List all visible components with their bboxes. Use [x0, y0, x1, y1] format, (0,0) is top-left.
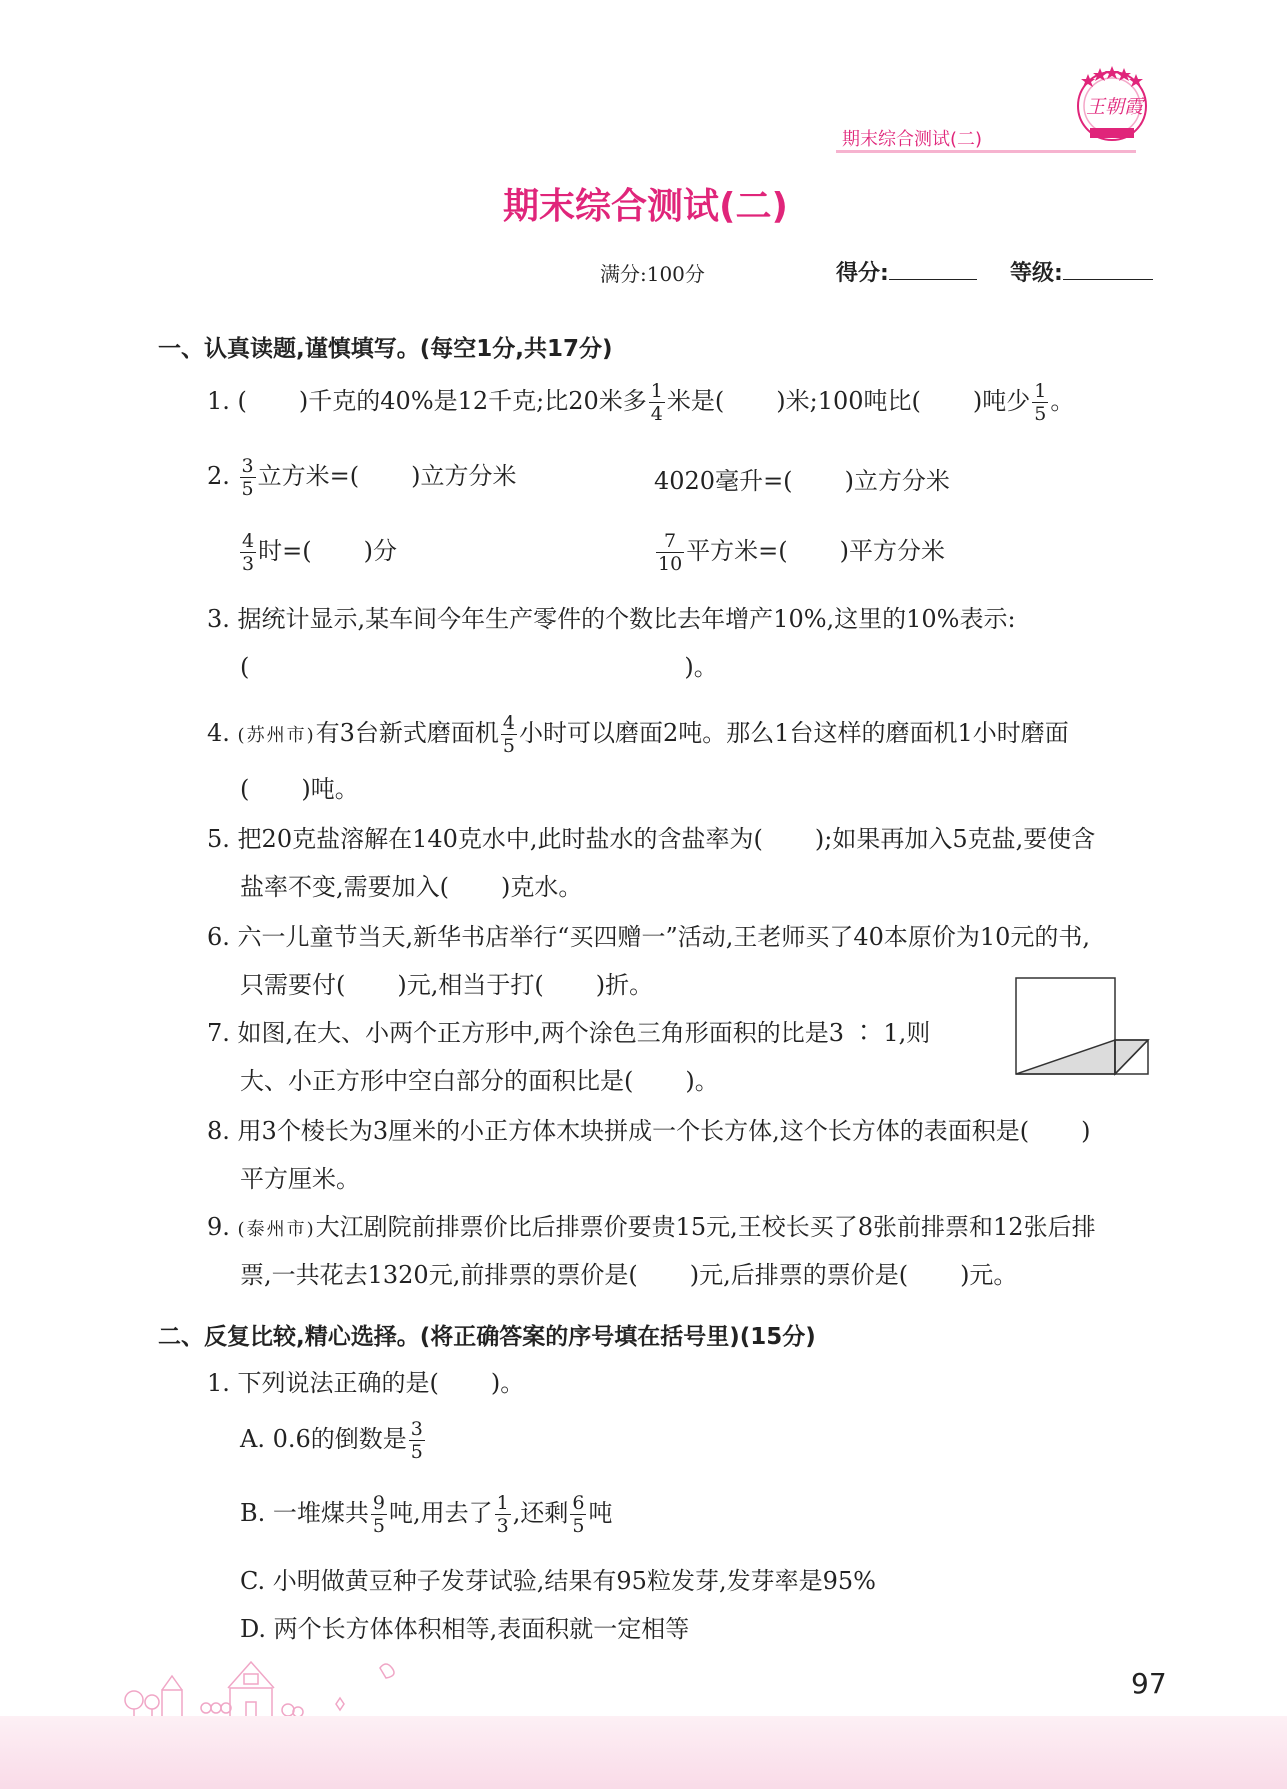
fraction: $\frac{3}{5}$: [241, 455, 254, 500]
question-1-2b: 4020毫升=( )立方分米: [654, 467, 950, 495]
question-1-7: 7. 如图,在大、小两个正方形中,两个涂色三角形面积的比是3 ∶ 1,则: [207, 1019, 931, 1047]
fraction: $\frac{3}{5}$: [410, 1418, 423, 1463]
question-1-2c: $\frac{4}{3}$ 时=( )分: [242, 530, 397, 575]
footer-decoration: [118, 1650, 418, 1724]
score-label: 得分:: [836, 261, 889, 286]
question-1-8: 8. 用3个棱长为3厘米的小正方体木块拼成一个长方体,这个长方体的表面积是( ): [207, 1117, 1091, 1145]
question-1-6-line2: 只需要付( )元,相当于打( )折。: [240, 971, 654, 999]
question-1-9-line2: 票,一共花去1320元,前排票的票价是( )元,后排票的票价是( )元。: [240, 1261, 1018, 1289]
running-title-underline: [836, 150, 1136, 153]
question-1-4-answer: ( )吨。: [240, 775, 359, 803]
section1-heading: 一、认真读题,谨慎填写。(每空1分,共17分): [158, 336, 613, 362]
question-1-9: 9. (泰州市)大江剧院前排票价比后排票价要贵15元,王校长买了8张前排票和12张后排: [207, 1213, 1096, 1241]
page-title: 期末综合测试(二): [503, 186, 788, 227]
fraction: $\frac{9}{5}$: [372, 1492, 385, 1537]
question-1-5: 5. 把20克盐溶解在140克水中,此时盐水的含盐率为( );如果再加入5克盐,要使含: [207, 825, 1096, 853]
section2-heading: 二、反复比较,精心选择。(将正确答案的序号填在括号里)(15分): [158, 1324, 816, 1350]
question-1-2d: $\frac{7}{10}$ 平方米=( )平方分米: [658, 530, 946, 575]
question-1-8-line2: 平方厘米。: [240, 1165, 360, 1193]
score-field: [836, 256, 977, 287]
grade-label: 等级:: [1010, 261, 1063, 286]
fraction: $\frac{4}{3}$: [242, 530, 255, 575]
fraction: $\frac{6}{5}$: [572, 1492, 585, 1537]
fraction: $\frac{1}{5}$: [1034, 380, 1047, 425]
question-1-3-answer: ( )。: [240, 653, 718, 681]
question-1-2a: 2. $\frac{3}{5}$ 立方米=( )立方分米: [207, 455, 517, 500]
page-number: 97: [1131, 1667, 1167, 1700]
question-1-4: 4. (苏州市)有3台新式磨面机 $\frac{4}{5}$ 小时可以磨面2吨。那么1台这样的磨面机1小时磨面: [207, 712, 1069, 757]
question-1-1: 1. ( )千克的40%是12千克;比20米多 $\frac{1}{4}$ 米是( )米;100吨比( )吨少 $\frac{1}{5}$ 。: [207, 380, 1075, 425]
fraction: $\frac{7}{10}$: [658, 530, 683, 575]
option-c: C. 小明做黄豆种子发芽试验,结果有95粒发芽,发芽率是95%: [240, 1567, 876, 1595]
full-score: 满分:100分: [600, 262, 705, 286]
fraction: $\frac{1}{4}$: [650, 380, 663, 425]
running-title: 期末综合测试(二): [842, 129, 983, 150]
option-b: B. 一堆煤共 $\frac{9}{5}$ 吨,用去了 $\frac{1}{3}$ ,还剩 $\frac{6}{5}$ 吨: [240, 1492, 613, 1537]
option-d: D. 两个长方体体积相等,表面积就一定相等: [240, 1615, 690, 1643]
squares-figure: [1014, 976, 1150, 1080]
question-1-3: 3. 据统计显示,某车间今年生产零件的个数比去年增产10%,这里的10%表示:: [207, 605, 1016, 633]
house-doodle-icon: [118, 1650, 418, 1720]
grade-blank: [1063, 257, 1153, 280]
top-right-logo: [1072, 62, 1152, 146]
squares-diagram-icon: [1014, 976, 1150, 1076]
fraction: $\frac{1}{3}$: [496, 1492, 509, 1537]
logo-text: 王朝霞: [1086, 96, 1144, 118]
question-1-7-line2: 大、小正方形中空白部分的面积比是( )。: [240, 1067, 719, 1095]
question-1-6: 6. 六一儿童节当天,新华书店举行“买四赠一”活动,王老师买了40本原价为10元的书,: [207, 923, 1091, 951]
fraction: $\frac{4}{5}$: [502, 712, 515, 757]
grade-field: [1010, 256, 1153, 287]
option-a: A. 0.6的倒数是 $\frac{3}{5}$: [240, 1418, 423, 1463]
question-2-1: 1. 下列说法正确的是( )。: [207, 1369, 525, 1397]
question-1-5-line2: 盐率不变,需要加入( )克水。: [240, 873, 583, 901]
bottom-band: [0, 1716, 1287, 1789]
score-blank: [889, 257, 977, 280]
